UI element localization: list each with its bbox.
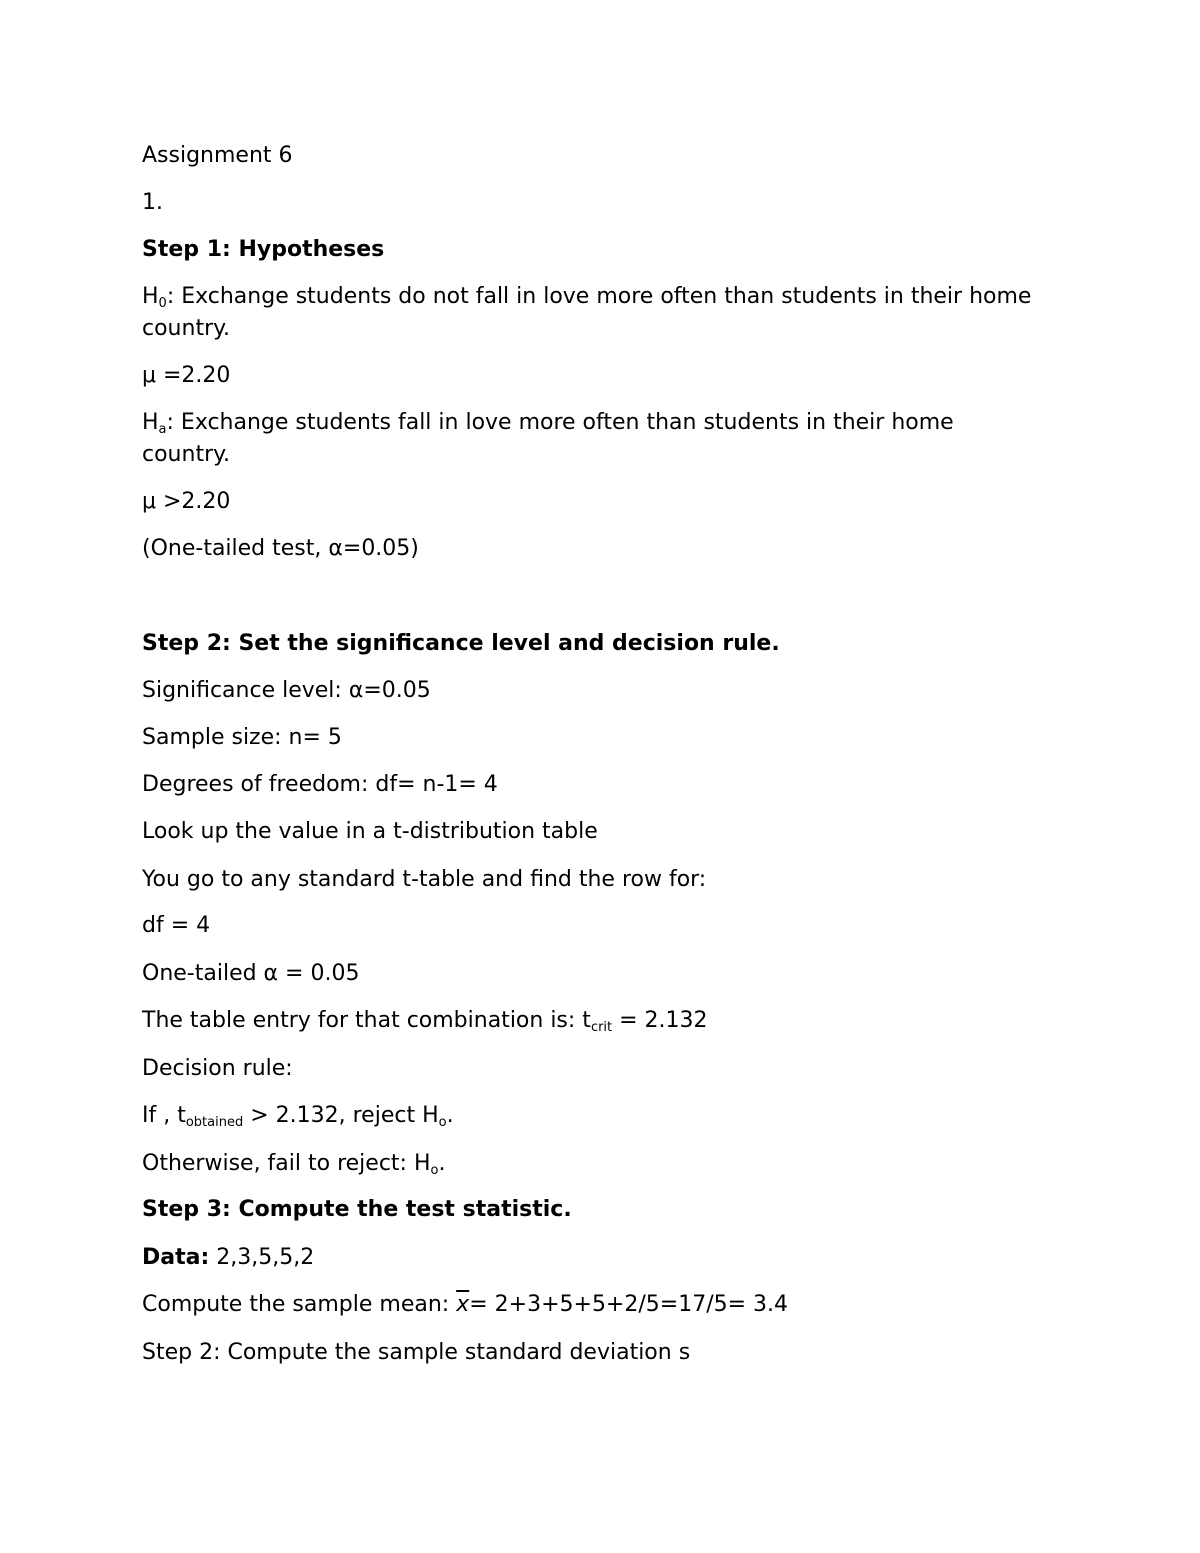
- h0-text: : Exchange students do not fall in love more often than students in their home country.: [142, 284, 1032, 341]
- otherwise-subscript: o: [430, 1163, 439, 1178]
- table-entry-suffix: = 2.132: [612, 1008, 708, 1033]
- ha-letter: H: [142, 410, 159, 435]
- question-number: 1.: [142, 190, 163, 215]
- decision-rule-label: Decision rule:: [142, 1056, 293, 1081]
- if-mid: > 2.132, reject H: [243, 1103, 439, 1128]
- t-crit-subscript: crit: [590, 1020, 613, 1035]
- table-entry: [142, 1005, 708, 1037]
- h0-letter: H: [142, 284, 159, 309]
- lookup-line: Look up the value in a t-distribution table: [142, 819, 598, 844]
- h-o-subscript: o: [438, 1115, 447, 1130]
- sample-size: Sample size: n= 5: [142, 725, 342, 750]
- step2-heading: Step 2: Set the significance level and decision rule.: [142, 631, 780, 656]
- go-to-line: You go to any standard t-table and find the row for:: [142, 867, 707, 892]
- null-hypothesis: [142, 281, 1042, 345]
- degrees-of-freedom: Degrees of freedom: df= n-1= 4: [142, 772, 498, 797]
- otherwise-end: .: [438, 1151, 446, 1176]
- h0-subscript: 0: [158, 296, 167, 311]
- data-label: Data:: [142, 1245, 210, 1270]
- data-values: 2,3,5,5,2: [209, 1245, 315, 1270]
- alpha-value: One-tailed α = 0.05: [142, 961, 360, 986]
- ha-subscript: a: [158, 422, 167, 437]
- reject-rule: [142, 1100, 454, 1132]
- ha-text: : Exchange students fall in love more often than students in their home country.: [142, 410, 954, 467]
- table-entry-prefix: The table entry for that combination is: t: [142, 1008, 591, 1033]
- mean-formula: = 2+3+5+5+2/5=17/5= 3.4: [469, 1292, 789, 1317]
- t-obtained-subscript: obtained: [185, 1115, 244, 1130]
- data-line: [142, 1242, 314, 1274]
- if-end: .: [446, 1103, 454, 1128]
- step3-heading: Step 3: Compute the test statistic.: [142, 1197, 572, 1222]
- alt-mu: μ >2.20: [142, 489, 231, 514]
- sample-mean-line: [142, 1289, 788, 1321]
- alt-hypothesis: [142, 407, 1042, 471]
- significance-level: Significance level: α=0.05: [142, 678, 431, 703]
- df-value: df = 4: [142, 913, 211, 938]
- document-title: Assignment 6: [142, 143, 293, 168]
- std-dev-line: Step 2: Compute the sample standard deviation s: [142, 1340, 691, 1365]
- test-note: (One-tailed test, α=0.05): [142, 536, 419, 561]
- x-bar-symbol: $\overline{x}$: [456, 1292, 470, 1317]
- otherwise-rule: [142, 1148, 445, 1180]
- if-prefix: If , t: [142, 1103, 186, 1128]
- step1-heading: Step 1: Hypotheses: [142, 237, 385, 262]
- mean-prefix: Compute the sample mean:: [142, 1292, 457, 1317]
- null-mu: μ =2.20: [142, 363, 231, 388]
- otherwise-prefix: Otherwise, fail to reject: H: [142, 1151, 431, 1176]
